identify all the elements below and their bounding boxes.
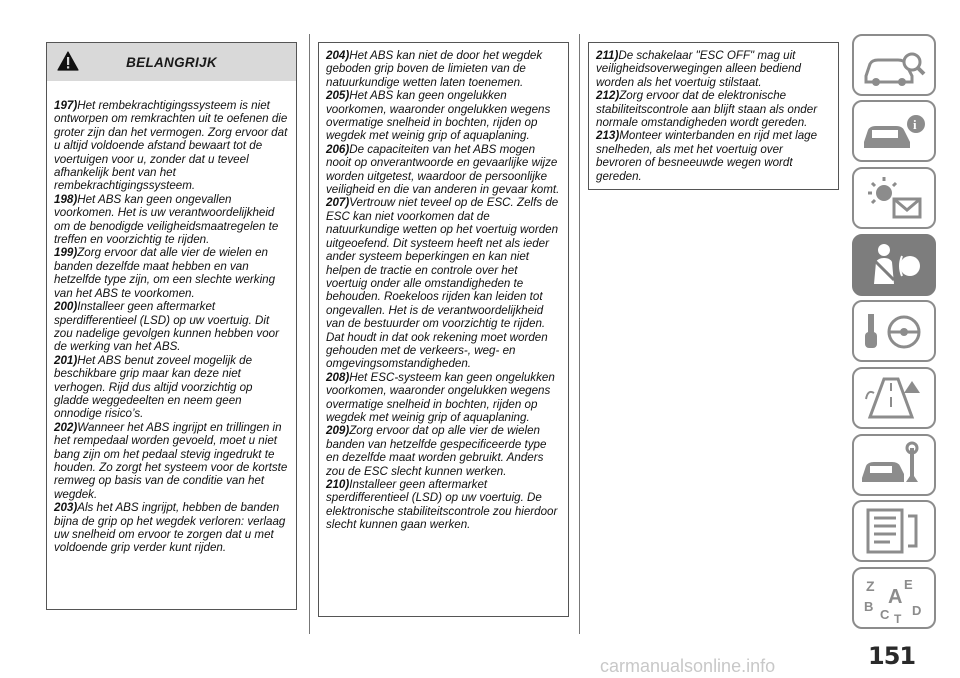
note-number: 212) [596, 89, 620, 103]
tab-car-info[interactable] [852, 100, 936, 162]
tab-maintenance[interactable] [852, 434, 936, 496]
column-divider [309, 34, 310, 634]
safety-note [326, 49, 561, 89]
svg-text:E: E [904, 577, 913, 592]
note-text: Zorg ervoor dat op alle vier de wielen banden van hetzelfde gespecificeerde type en dezelfde maat worden gebruikt. Anders zou de ESC slecht kunnen werken. [326, 424, 547, 478]
tab-car-dashboard[interactable] [852, 34, 936, 96]
svg-text:Z: Z [866, 578, 875, 594]
safety-note [326, 371, 561, 425]
tab-emergency[interactable] [852, 367, 936, 429]
note-text: Vertrouw niet teveel op de ESC. Zelfs de ESC kan niet voorkomen dat de natuurkundige wetten op het voertuig worden uitgeoefend. Dit systeem heeft net als ieder ander systeem beperkingen en kan niet helpen de tractie en controle over het voertuig onder alle omstandigheden te behouden. Roekeloos rijden kan leiden tot ongevallen. Het is de verantwoordelijkheid van de bestuurder om voorzichtig te rijden. Dat houdt in dat ook rekening moet worden gehouden met de verkeers-, weg- en omgevingsomstandigheden. [326, 196, 559, 371]
svg-text:D: D [912, 603, 922, 618]
note-text: De schakelaar "ESC OFF" mag uit veiligheidsoverwegingen alleen bediend worden als het voertuig stilstaat. [596, 49, 801, 89]
road-warning-icon [854, 369, 934, 427]
note-number: 209) [326, 424, 350, 438]
watermark: carmanualsonline.info [600, 656, 776, 676]
safety-note [54, 246, 289, 300]
svg-text:i: i [913, 117, 917, 132]
note-number: 201) [54, 353, 78, 367]
safety-note [54, 300, 289, 354]
page-number: 151 [868, 642, 916, 670]
safety-note [596, 129, 831, 183]
note-text: Het ABS kan geen ongevallen voorkomen. Het is uw verantwoordelijkheid om de benodigde veiligheidsmaatregelen te treffen en voorzichtig te rijden. [54, 192, 279, 247]
note-text: Als het ABS ingrijpt, hebben de banden bijna de grip op het wegdek verloren: verlaag uw snelheid om ervoor te zorgen dat u met voldoende grip verder kunt rijden. [54, 501, 286, 555]
alphabet-index-icon [854, 569, 934, 627]
safety-note [326, 478, 561, 532]
note-number: 204) [326, 49, 350, 62]
notes-box-3 [588, 42, 839, 190]
notes-column-1 [54, 99, 289, 555]
note-number: 205) [326, 89, 350, 103]
column-divider [579, 34, 580, 634]
notice-banner [47, 43, 296, 81]
note-number: 202) [54, 420, 78, 434]
note-text: Installeer geen aftermarket sperdifferentieel (LSD) op uw voertuig. De elektronische stabiliteitscontrole zou hierdoor slecht kunnen gaan werken. [326, 478, 558, 532]
svg-text:B: B [864, 599, 874, 614]
warning-triangle-icon [57, 51, 79, 71]
safety-note [326, 196, 561, 370]
car-wrench-icon [854, 436, 934, 494]
tab-starting-driving[interactable] [852, 300, 936, 362]
note-number: 213) [596, 129, 620, 143]
notice-title: BELANGRIJK [126, 54, 217, 70]
car-info-icon [854, 102, 934, 160]
safety-note [596, 89, 831, 129]
tab-safety[interactable] [852, 234, 936, 296]
safety-note [596, 49, 831, 89]
notes-column-2 [326, 49, 561, 532]
safety-note [54, 501, 289, 555]
safety-note [54, 99, 289, 193]
note-text: Monteer winterbanden en rijd met lage snelheden, als met het voertuig over bevroren of besneeuwde wegen wordt gereden. [596, 129, 818, 183]
note-text: Installeer geen aftermarket sperdifferentieel (LSD) op uw voertuig. Dit zou nadelige gevolgen kunnen hebben voor de werking van het ABS. [54, 300, 279, 354]
note-number: 197) [54, 99, 78, 112]
tab-index[interactable] [852, 567, 936, 629]
light-envelope-icon [854, 169, 934, 227]
note-text: De capaciteiten van het ABS mogen nooit op onverantwoorde en gevaarlijke wijze worden uitgetest, waardoor de persoonlijke veiligheid en die van anderen in gevaar komt. [326, 142, 560, 197]
tab-technical-data[interactable] [852, 500, 936, 562]
safety-note [326, 143, 561, 197]
note-number: 200) [54, 300, 78, 314]
notes-box-2 [318, 42, 569, 617]
svg-text:C: C [880, 607, 890, 622]
car-magnifier-icon [854, 36, 934, 94]
note-text: Wanneer het ABS ingrijpt en trillingen in het rempedaal worden gevoeld, moet u niet bang zijn om het pedaal stevig ingedrukt te houden. Zo zorgt het systeem voor de kortste remweg op basis van de conditie van het wegdek. [54, 420, 288, 501]
note-number: 210) [326, 478, 350, 491]
safety-note [54, 354, 289, 421]
note-number: 211) [596, 49, 619, 62]
key-steering-wheel-icon [854, 302, 934, 360]
note-text: Het ESC-systeem kan geen ongelukken voorkomen, waaronder ongelukken wegens overmatige snelheid in bochten, rijden op wegdek met weinig grip of aquaplaning. [326, 370, 555, 424]
safety-note [54, 193, 289, 247]
seatbelt-airbag-icon [854, 236, 934, 294]
tab-lights-messages[interactable] [852, 167, 936, 229]
note-number: 203) [54, 501, 78, 515]
note-text: Het rembekrachtigingssysteem is niet ontworpen om remkrachten uit te oefenen die groter zijn dan het vermogen. Zorg ervoor dat u altijd voldoende afstand bewaart tot de voertuigen voor u, zonder dat u teveel afhankelijk bent van het rembekrachtigingssysteem. [54, 99, 288, 193]
note-number: 208) [326, 370, 350, 384]
note-text: Het ABS kan niet de door het wegdek geboden grip boven de limieten van de natuurkundige wetten laten toenemen. [326, 49, 543, 89]
note-number: 198) [54, 192, 78, 206]
important-notice-box [46, 42, 297, 610]
safety-note [326, 89, 561, 143]
note-text: Het ABS benut zoveel mogelijk de beschikbare grip maar kan deze niet verhogen. Rijd dus altijd voorzichtig op gladde weggedeelten en neem geen onnodige risico’s. [54, 353, 253, 421]
note-number: 199) [54, 246, 78, 260]
note-text: Zorg ervoor dat de elektronische stabiliteitscontrole aan blijft staan als onder normale omstandigheden wordt gereden. [596, 89, 818, 130]
note-text: Zorg ervoor dat alle vier de wielen en banden dezelfde maat hebben en van hetzelfde type zijn, om een slechte werking van het ABS te voorkomen. [54, 246, 276, 300]
document-list-icon [854, 502, 934, 560]
safety-note [54, 421, 289, 501]
svg-text:T: T [894, 612, 902, 626]
svg-text:A: A [888, 586, 903, 608]
notes-column-3 [596, 49, 831, 183]
note-number: 206) [326, 142, 350, 156]
safety-note [326, 424, 561, 478]
note-text: Het ABS kan geen ongelukken voorkomen, waaronder ongelukken wegens overmatige snelheid in bochten, rijden op wegdek met weinig grip of aquaplaning. [326, 89, 551, 143]
note-number: 207) [326, 196, 350, 210]
